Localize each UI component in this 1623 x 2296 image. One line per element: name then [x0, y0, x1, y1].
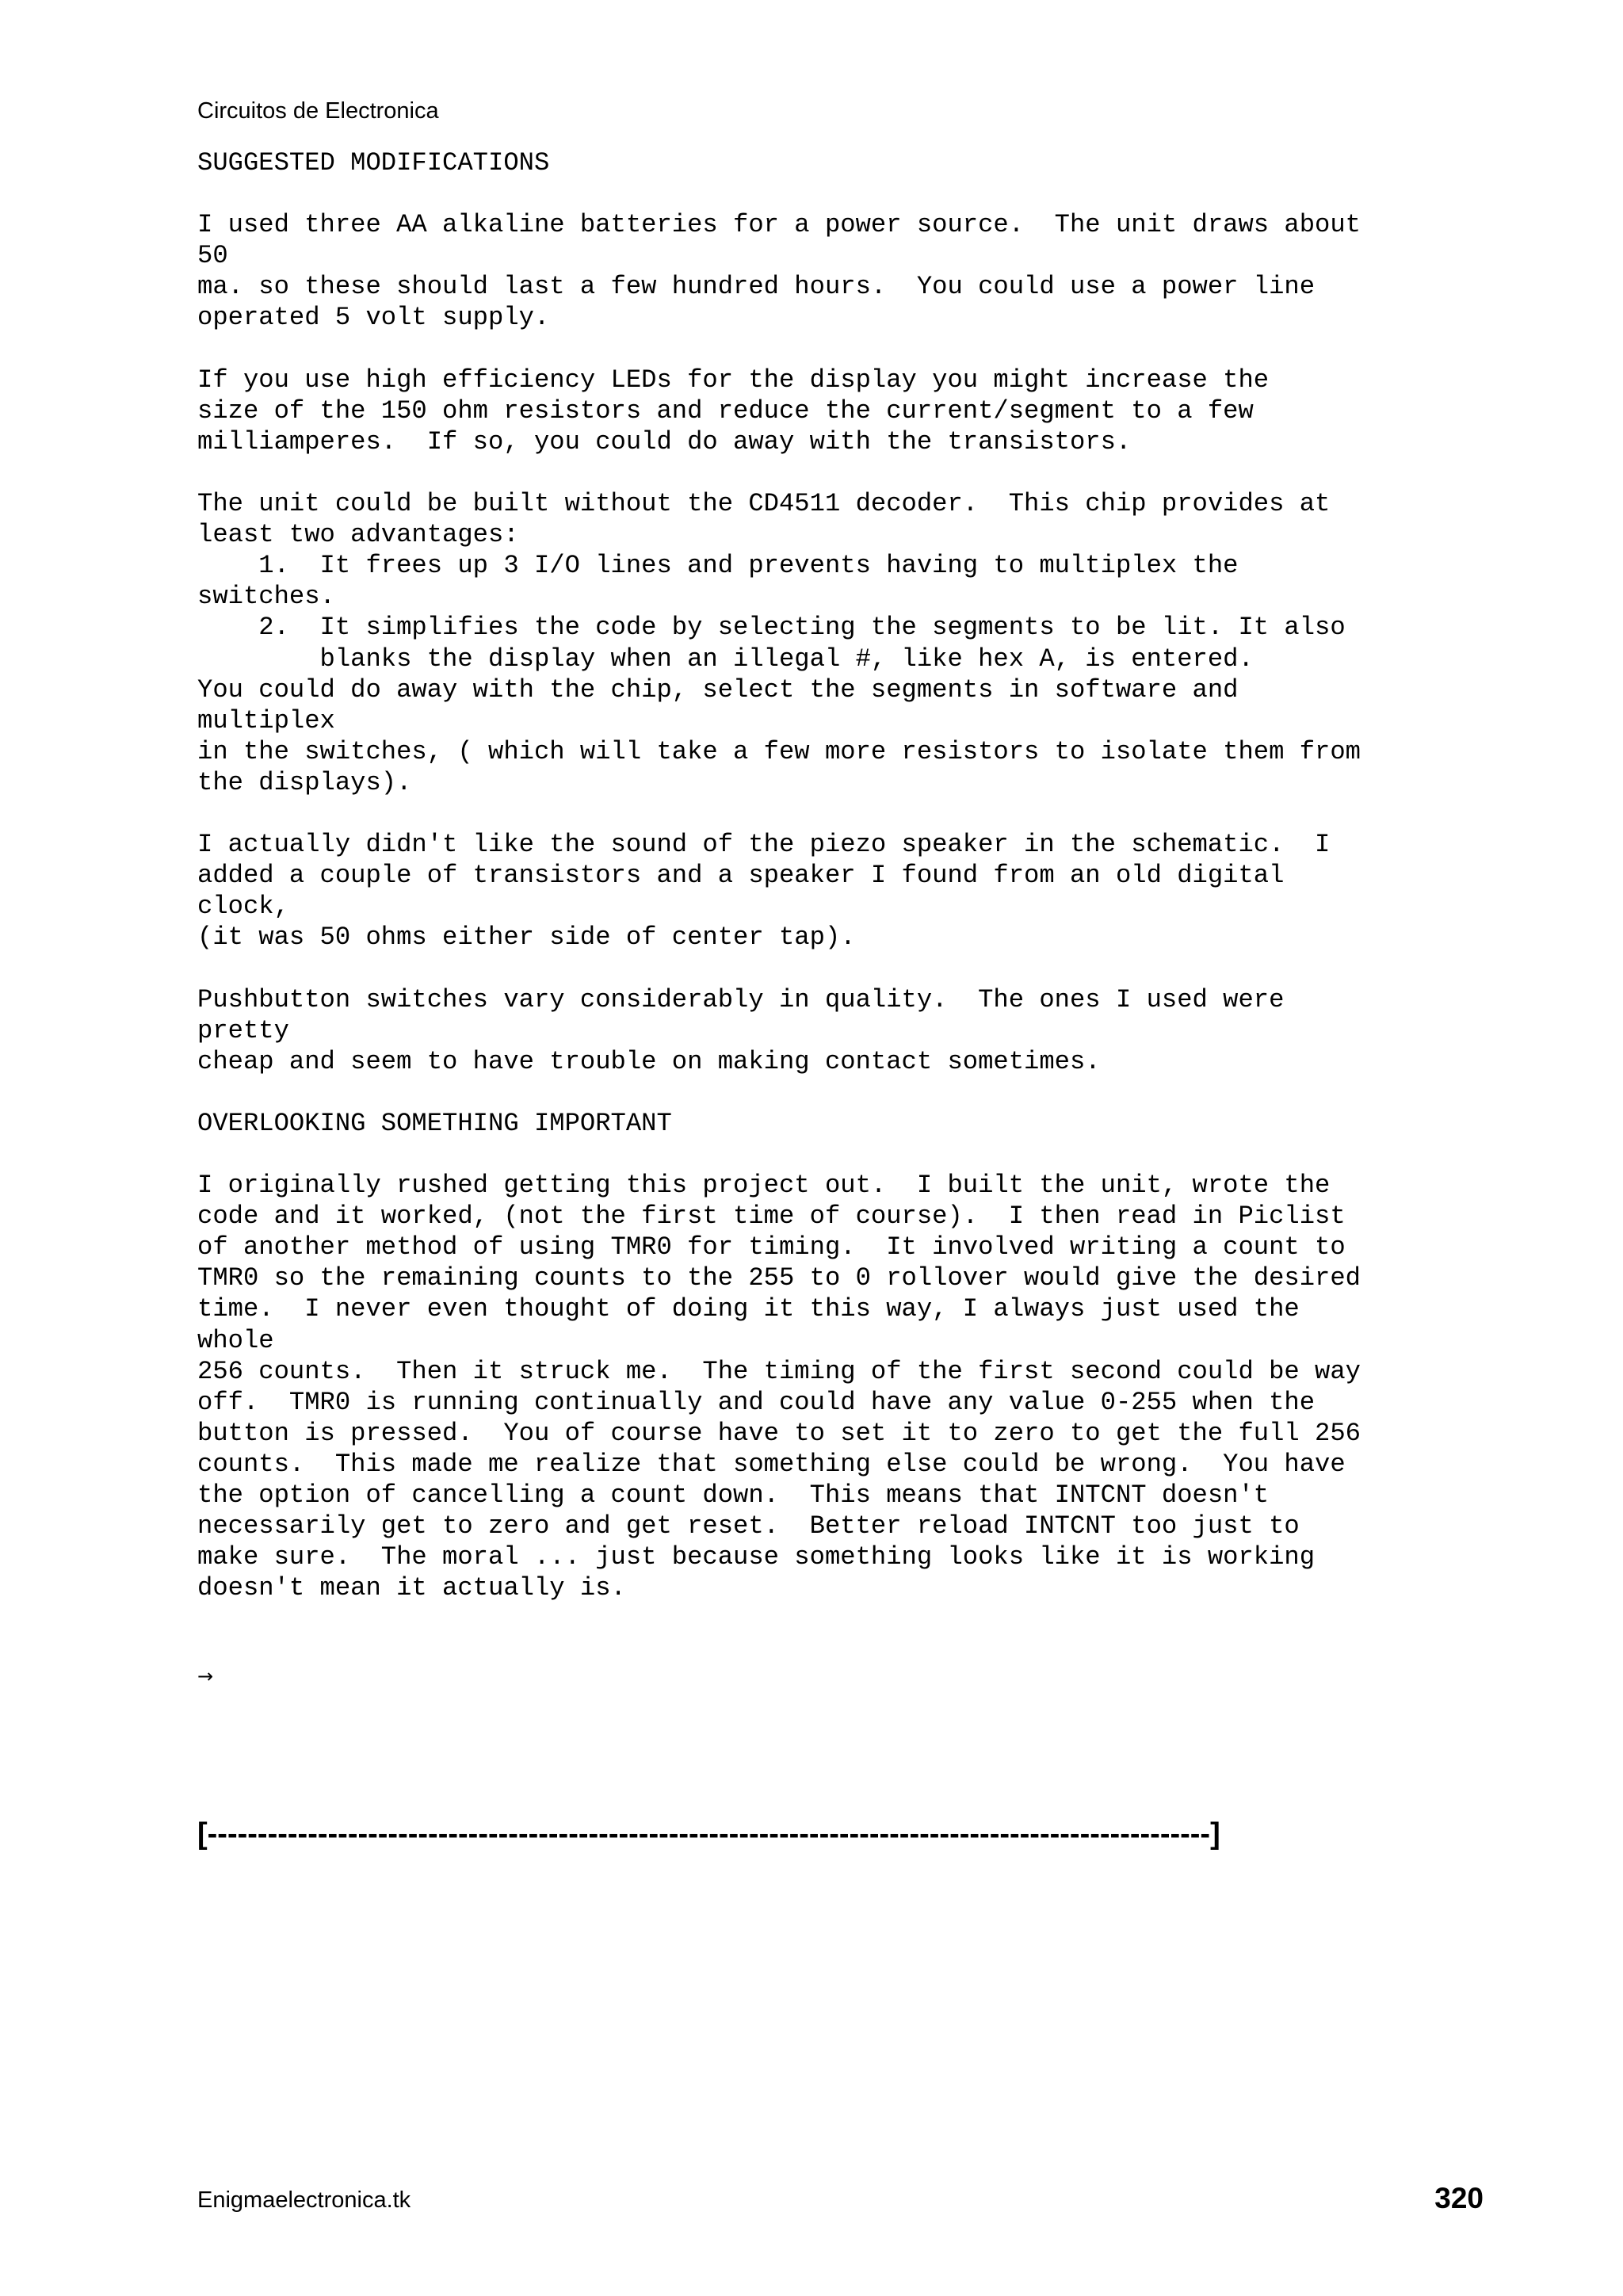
text-line: ma. so these should last a few hundred hours. You could use a power line [197, 272, 1316, 302]
text-line: cheap and seem to have trouble on making contact sometimes. [197, 1046, 1101, 1076]
text-line: whole [197, 1325, 274, 1355]
text-line: 50 [197, 241, 228, 271]
text-line: Pushbutton switches vary considerably in quality. The ones I used were [197, 984, 1285, 1014]
text-line: code and it worked, (not the first time of course). I then read in Piclist [197, 1201, 1346, 1232]
page-number: 320 [1434, 2182, 1484, 2214]
text-line: time. I never even thought of doing it this way, I always just used the [197, 1294, 1300, 1324]
text-line: pretty [197, 1015, 289, 1045]
text-line: least two advantages: [197, 520, 519, 550]
text-line: I actually didn't like the sound of the piezo speaker in the schematic. I [197, 830, 1331, 860]
text-line: 2. It simplifies the code by selecting the segments to be lit. It also [197, 613, 1346, 643]
text-line: clock, [197, 892, 289, 922]
text-line: multiplex [197, 705, 335, 735]
text-line: (it was 50 ohms either side of center tap). [197, 923, 856, 953]
text-line: size of the 150 ohm resistors and reduce the current/segment to a few [197, 395, 1254, 426]
text-line: counts. This made me realize that something else could be wrong. You have [197, 1449, 1346, 1479]
text-line: doesn't mean it actually is. [197, 1573, 626, 1603]
text-line: button is pressed. You of course have to set it to zero to get the full 256 [197, 1418, 1361, 1448]
text-line: operated 5 volt supply. [197, 303, 550, 333]
text-line: I originally rushed getting this project out. I built the unit, wrote the [197, 1171, 1331, 1201]
text-line: blanks the display when an illegal #, like hex A, is entered. [197, 644, 1254, 674]
document-body-text [197, 147, 1361, 1603]
separator-line: [----------------------------------------------------------------------------------------------------] [197, 1817, 1220, 1851]
text-line: 256 counts. Then it struck me. The timing of the first second could be way [197, 1356, 1361, 1386]
text-line: of another method of using TMR0 for timing. It involved writing a count to [197, 1232, 1346, 1263]
text-line: You could do away with the chip, select the segments in software and [197, 674, 1239, 705]
text-line: added a couple of transistors and a speaker I found from an old digital [197, 861, 1285, 891]
text-line: If you use high efficiency LEDs for the display you might increase the [197, 365, 1270, 395]
text-line: OVERLOOKING SOMETHING IMPORTANT [197, 1108, 672, 1138]
text-line: The unit could be built without the CD4511 decoder. This chip provides at [197, 489, 1331, 519]
text-line: the displays). [197, 767, 412, 797]
text-line: the option of cancelling a count down. This means that INTCNT doesn't [197, 1480, 1270, 1511]
text-line: switches. [197, 582, 335, 612]
page-header-title: Circuitos de Electronica [197, 98, 439, 124]
text-line: TMR0 so the remaining counts to the 255 to 0 rollover would give the desired [197, 1263, 1361, 1293]
text-line: off. TMR0 is running continually and could have any value 0-255 when the [197, 1387, 1316, 1417]
text-line: make sure. The moral ... just because something looks like it is working [197, 1542, 1316, 1572]
text-line: 1. It frees up 3 I/O lines and prevents having to multiplex the [197, 551, 1239, 581]
arrow-icon: → [197, 1665, 214, 1687]
text-line: SUGGESTED MODIFICATIONS [197, 148, 550, 178]
text-line: necessarily get to zero and get reset. Better reload INTCNT too just to [197, 1511, 1300, 1541]
text-line: in the switches, ( which will take a few more resistors to isolate them from [197, 736, 1361, 766]
text-line: milliamperes. If so, you could do away with the transistors. [197, 426, 1132, 457]
text-line: I used three AA alkaline batteries for a power source. The unit draws about [197, 210, 1361, 240]
footer-site-name: Enigmaelectronica.tk [197, 2187, 411, 2213]
